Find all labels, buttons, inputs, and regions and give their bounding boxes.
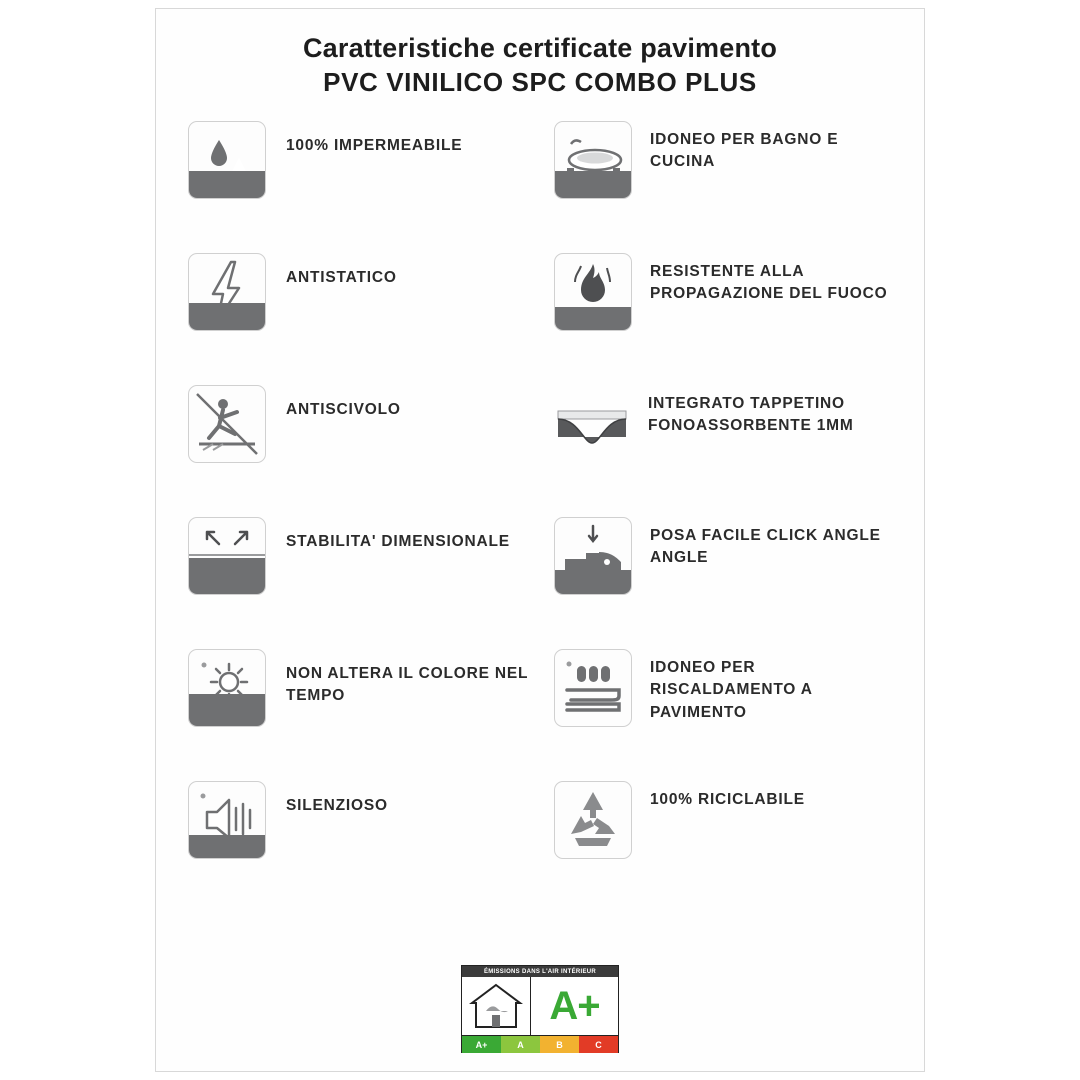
feature-label: INTEGRATO TAPPETINO FONOASSORBENTE 1MM (648, 395, 854, 435)
feature-item-fuoco (542, 253, 910, 385)
house-icon (462, 977, 531, 1035)
scale-step-b: B (540, 1036, 579, 1053)
features-row (174, 649, 910, 781)
emission-grade: A+ (549, 984, 600, 1028)
feature-label: ANTISTATICO (286, 269, 397, 286)
water-drops-icon (188, 121, 266, 199)
four-arrows-icon (188, 517, 266, 595)
feature-label: SILENZIOSO (286, 797, 388, 814)
emission-scale (462, 1035, 618, 1053)
feature-item-riciclabile (542, 781, 910, 913)
feature-item-posa-click (542, 517, 910, 649)
features-row (174, 385, 910, 517)
feature-item-colore (174, 649, 542, 781)
features-grid (156, 121, 924, 913)
feature-item-silenzioso (174, 781, 542, 913)
feature-item-stabilita (174, 517, 542, 649)
feature-label: POSA FACILE CLICK ANGLE ANGLE (650, 527, 881, 567)
feature-label: IDONEO PER BAGNO E CUCINA (650, 131, 839, 171)
feature-label: IDONEO PER RISCALDAMENTO A PAVIMENTO (650, 659, 813, 721)
title-line-1: Caratteristiche certificate pavimento (302, 33, 778, 63)
page-title (156, 9, 924, 100)
slip-person-icon (188, 385, 266, 463)
scale-step-aplus: A+ (462, 1036, 501, 1053)
feature-label: STABILITA' DIMENSIONALE (286, 533, 510, 550)
recycle-icon (554, 781, 632, 859)
indoor-air-emission-label (461, 965, 619, 1053)
feature-sheet (155, 8, 925, 1072)
features-row (174, 781, 910, 913)
feature-item-bagno-cucina (542, 121, 910, 253)
scale-step-c: C (579, 1036, 618, 1053)
underfloor-heating-icon (554, 649, 632, 727)
sun-icon (188, 649, 266, 727)
underlay-layers-icon (554, 385, 630, 461)
emission-header: ÉMISSIONS DANS L'AIR INTÉRIEUR (462, 966, 618, 977)
features-row (174, 121, 910, 253)
feature-item-riscaldamento (542, 649, 910, 781)
lightning-bolt-icon (188, 253, 266, 331)
feature-label: NON ALTERA IL COLORE NEL TEMPO (286, 665, 528, 705)
features-row (174, 517, 910, 649)
flame-icon (554, 253, 632, 331)
feature-label: 100% IMPERMEABILE (286, 137, 463, 154)
feature-item-tappetino (542, 385, 910, 517)
features-row (174, 253, 910, 385)
bathtub-icon (554, 121, 632, 199)
feature-item-impermeabile (174, 121, 542, 253)
feature-item-antistatico (174, 253, 542, 385)
feature-label: 100% RICICLABILE (650, 791, 805, 808)
title-line-2: PVC VINILICO SPC COMBO PLUS (323, 67, 757, 98)
sound-waves-icon (188, 781, 266, 859)
feature-item-antiscivolo (174, 385, 542, 517)
scale-step-a: A (501, 1036, 540, 1053)
feature-label: RESISTENTE ALLA PROPAGAZIONE DEL FUOCO (650, 263, 888, 303)
click-install-icon (554, 517, 632, 595)
feature-label: ANTISCIVOLO (286, 401, 401, 418)
